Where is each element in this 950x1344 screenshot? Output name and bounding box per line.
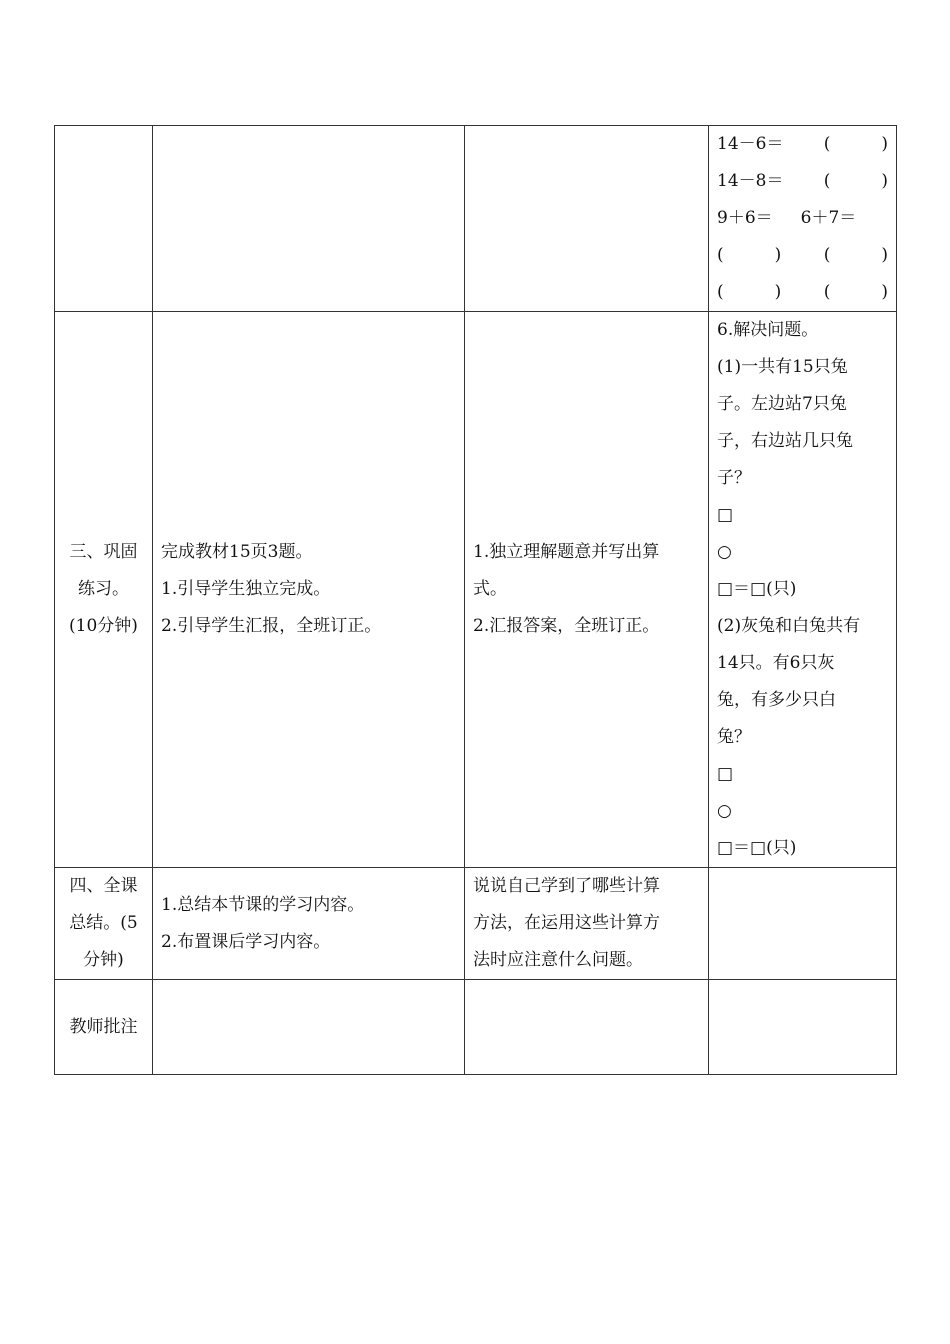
student-activity-cell [465,868,709,980]
stage-line: 练习。 [78,579,129,599]
exercise-line: 14－8＝ ( ) [717,171,888,191]
exercise-line: 兔？ [717,727,751,747]
exercise-line: 兔，有多少只白 [717,690,836,710]
lesson-plan-table [54,125,897,1075]
exercise-line: 子？ [717,468,751,488]
exercise-line: ( ) ( ) [717,245,888,265]
teacher-line: 2.布置课后学习内容。 [161,931,331,952]
exercise-line: 6.解决问题。 [717,320,819,340]
student-line: 式。 [473,579,507,599]
exercise-line: 9＋6＝ 6＋7＝ [717,208,857,228]
table-row-exercises [55,126,897,312]
table-row-practice [55,312,897,868]
stage-cell-empty [55,126,153,312]
stage-cell [55,868,153,980]
table-row-notes [55,980,897,1075]
exercise-line: (2)灰兔和白兔共有 [717,616,861,636]
exercise-cell [709,312,897,868]
stage-line: (10分钟) [69,616,138,636]
stage-line: 三、巩固 [69,542,138,562]
answer-box-symbol: □ [717,505,734,525]
student-line: 方法，在运用这些计算方 [473,913,660,933]
table-row-summary [55,868,897,980]
exercise-line: ( ) ( ) [717,282,888,302]
answer-equation: □＝□(只) [717,838,797,858]
student-line: 说说自己学到了哪些计算 [473,876,660,896]
exercise-cell [709,126,897,312]
notes-cell [153,980,465,1075]
stage-line: 分钟) [83,950,124,970]
teacher-line: 2.引导学生汇报，全班订正。 [161,616,382,636]
stage-line: 总结。(5 [69,913,138,933]
operator-circle-symbol: ○ [717,542,732,562]
teacher-notes-label: 教师批注 [55,980,153,1075]
teacher-line: 1.总结本节课的学习内容。 [161,894,365,915]
exercise-line: 14－6＝ ( ) [717,134,888,154]
operator-circle-symbol: ○ [717,801,732,821]
student-line: 法时应注意什么问题。 [473,950,643,970]
answer-box-symbol: □ [717,764,734,784]
teacher-line: 1.引导学生独立完成。 [161,579,331,599]
exercise-cell-empty [709,868,897,980]
student-activity-cell [465,312,709,868]
teacher-line: 完成教材15页3题。 [161,542,313,562]
stage-cell [55,312,153,868]
notes-cell [709,980,897,1075]
notes-cell [465,980,709,1075]
teacher-activity-cell [153,868,465,980]
student-line: 1.独立理解题意并写出算 [473,542,660,562]
exercise-line: 14只。有6只灰 [717,653,835,673]
student-activity-cell-empty [465,126,709,312]
stage-line: 四、全课 [69,876,138,896]
exercise-line: 子，右边站几只兔 [717,431,853,451]
answer-equation: □＝□(只) [717,579,797,599]
exercise-line: 子。左边站7只兔 [717,394,847,414]
exercise-line: (1)一共有15只兔 [717,357,848,377]
student-line: 2.汇报答案，全班订正。 [473,616,660,636]
teacher-activity-cell-empty [153,126,465,312]
teacher-activity-cell [153,312,465,868]
